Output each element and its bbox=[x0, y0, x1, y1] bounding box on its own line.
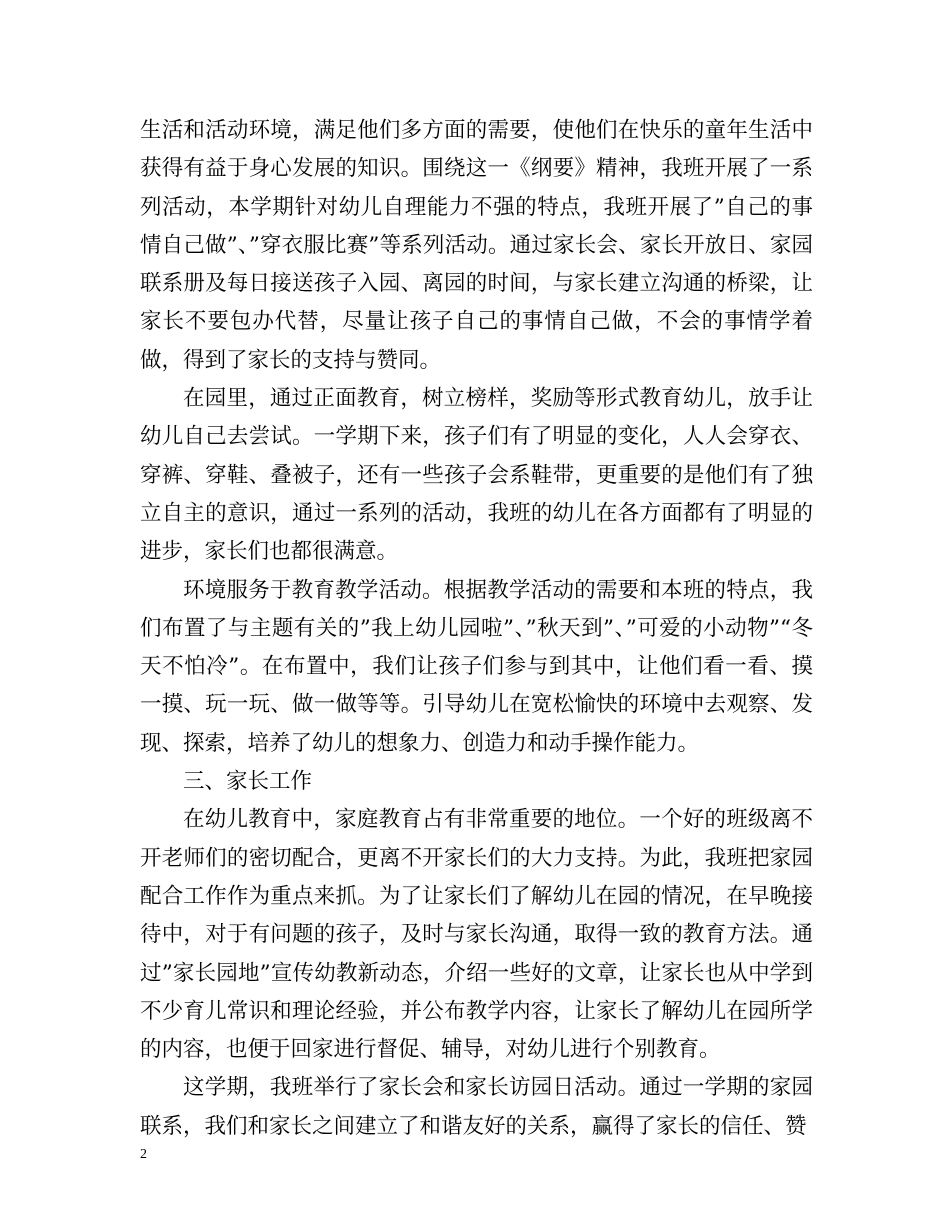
page-number: 2 bbox=[140, 1147, 147, 1162]
paragraph-1: 生活和活动环境，满足他们多方面的需要，使他们在快乐的童年生活中获得有益于身心发展的知识。围绕这一《纲要》精神，我班开展了一系列活动，本学期针对幼儿自理能力不强的特点，我班开展了”自己的事情自己做”、”穿衣服比赛”等系列活动。通过家长会、家长开放日、家园联系册及每日接送孩子入园、离园的时间，与家长建立沟通的桥梁，让家长不要包办代替，尽量让孩子自己的事情自己做，不会的事情学着做，得到了家长的支持与赞同。 bbox=[140, 118, 813, 373]
paragraph-4: 在幼儿教育中，家庭教育占有非常重要的地位。一个好的班级离不开老师们的密切配合，更离不开家长们的大力支持。为此，我班把家园配合工作作为重点来抓。为了让家长们了解幼儿在园的情况，在早晚接待中，对于有问题的孩子，及时与家长沟通，取得一致的教育方法。通过”家长园地”宣传幼教新动态，介绍一些好的文章，让家长也从中学到不少育儿常识和理论经验，并公布教学内容，让家长了解幼儿在园所学的内容，也便于回家进行督促、辅导，对幼儿进行个别教育。 bbox=[140, 807, 813, 1063]
paragraph-3: 环境服务于教育教学活动。根据教学活动的需要和本班的特点，我们布置了与主题有关的”我上幼儿园啦”、”秋天到”、”可爱的小动物”“冬天不怕冷”。在布置中，我们让孩子们参与到其中，让他们看一看、摸一摸、玩一玩、做一做等等。引导幼儿在宽松愉快的环境中去观察、发现、探索，培养了幼儿的想象力、创造力和动手操作能力。 bbox=[140, 577, 813, 756]
paragraph-2: 在园里，通过正面教育，树立榜样，奖励等形式教育幼儿，放手让幼儿自己去尝试。一学期下来，孩子们有了明显的变化，人人会穿衣、穿裤、穿鞋、叠被子，还有一些孩子会系鞋带，更重要的是他们有了独立自主的意识，通过一系列的活动，我班的幼儿在各方面都有了明显的进步，家长们也都很满意。 bbox=[140, 386, 813, 565]
section-heading-parent-work: 三、家长工作 bbox=[183, 769, 313, 795]
paragraph-5: 这学期，我班举行了家长会和家长访园日活动。通过一学期的家园联系，我们和家长之间建立了和谐友好的关系，赢得了家长的信任、赞 bbox=[140, 1075, 813, 1139]
body-text bbox=[140, 112, 813, 1146]
